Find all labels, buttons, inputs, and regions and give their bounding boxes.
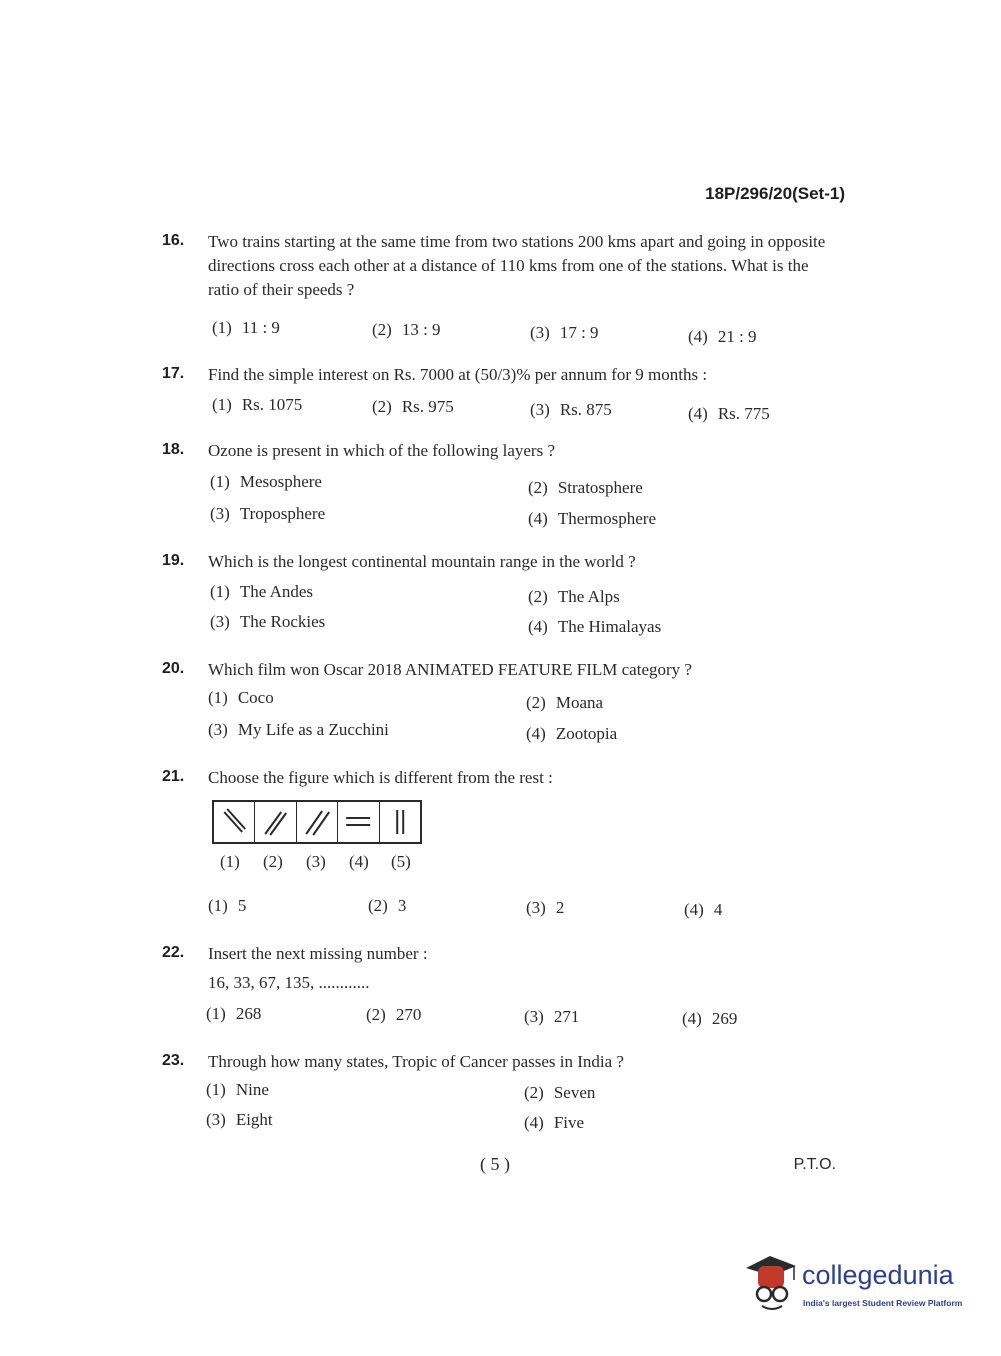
question-number: 18. [162, 441, 185, 458]
option-2: (2) Seven [524, 1083, 596, 1102]
question-number: 21. [162, 768, 185, 785]
figure-series [212, 800, 422, 844]
question-text: Choose the figure which is different from the rest : [208, 768, 553, 787]
double-horizontal-figure [338, 802, 378, 842]
option-2: (2) Stratosphere [528, 478, 643, 497]
question-number: 19. [162, 552, 185, 569]
figure-5 [380, 802, 420, 842]
page-number: ( 5 ) [480, 1154, 510, 1174]
option-1: (1) 5 [208, 896, 247, 915]
option-4: (4) Five [524, 1113, 585, 1132]
option-3: (3) Troposphere [210, 504, 326, 523]
double-slash-figure [255, 802, 295, 842]
option-3: (3) The Rockies [210, 612, 326, 631]
question-text: Which is the longest continental mountain range in the world ? [208, 552, 636, 571]
question-number: 17. [162, 365, 185, 382]
option-3: (3) Eight [206, 1110, 273, 1129]
option-1: (1) Mesosphere [210, 472, 322, 491]
collegedunia-logo [740, 1250, 970, 1320]
figure-4 [338, 802, 379, 842]
option-2: (2) 13 : 9 [372, 320, 441, 339]
question-text: Insert the next missing number : [208, 944, 428, 963]
option-4: (4) 21 : 9 [688, 327, 757, 346]
double-slash-figure [297, 802, 337, 842]
question-text: Which film won Oscar 2018 ANIMATED FEATURE FILM category ? [208, 660, 692, 679]
option-4: (4) The Himalayas [528, 617, 662, 636]
option-1: (1) 268 [206, 1004, 262, 1023]
option-4: (4) Zootopia [526, 724, 618, 743]
option-4: (4) Rs. 775 [688, 404, 770, 423]
student-mascot-icon [740, 1250, 800, 1314]
option-1: (1) Rs. 1075 [212, 395, 303, 414]
number-sequence: 16, 33, 67, 135, ............ [208, 973, 370, 992]
double-vertical-figure [380, 802, 420, 842]
option-4: (4) Thermosphere [528, 509, 657, 528]
figure-label-3: (3) [306, 852, 326, 871]
figure-label-1: (1) [220, 852, 240, 871]
question-text: Two trains starting at the same time from two stations 200 kms apart and going in opposite directions cross each other at a distance of 110 kms from one of the stations. What is the ratio of their speeds ? [208, 232, 826, 299]
option-1: (1) Nine [206, 1080, 269, 1099]
option-1: (1) 11 : 9 [212, 318, 280, 337]
option-4: (4) 4 [684, 900, 723, 919]
figure-label-2: (2) [263, 852, 283, 871]
brand-name: collegedunia [802, 1260, 954, 1290]
question-number: 23. [162, 1052, 185, 1069]
option-3: (3) 2 [526, 898, 565, 917]
option-3: (3) My Life as a Zucchini [208, 720, 389, 739]
option-3: (3) 271 [524, 1007, 580, 1026]
option-1: (1) Coco [208, 688, 274, 707]
option-2: (2) 270 [366, 1005, 422, 1024]
question-number: 22. [162, 944, 185, 961]
question-text: Through how many states, Tropic of Cancer passes in India ? [208, 1052, 624, 1071]
figure-3 [297, 802, 338, 842]
option-2: (2) The Alps [528, 587, 620, 606]
pto-label: P.T.O. [793, 1156, 836, 1173]
question-text: Find the simple interest on Rs. 7000 at (50/3)% per annum for 9 months : [208, 365, 708, 384]
brand-tagline: India's largest Student Review Platform [803, 1298, 963, 1308]
option-2: (2) Rs. 975 [372, 397, 454, 416]
question-text: Ozone is present in which of the following layers ? [208, 441, 555, 460]
figure-label-4: (4) [349, 852, 369, 871]
figure-label-5: (5) [391, 852, 411, 871]
option-1: (1) The Andes [210, 582, 314, 601]
figure-2 [255, 802, 296, 842]
option-4: (4) 269 [682, 1009, 738, 1028]
option-3: (3) Rs. 875 [530, 400, 612, 419]
double-backslash-figure [214, 802, 254, 842]
option-2: (2) 3 [368, 896, 407, 915]
question-number: 16. [162, 232, 185, 249]
paper-code: 18P/296/20(Set-1) [705, 184, 845, 203]
question-number: 20. [162, 660, 185, 677]
option-3: (3) 17 : 9 [530, 323, 599, 342]
figure-1 [214, 802, 255, 842]
option-2: (2) Moana [526, 693, 604, 712]
